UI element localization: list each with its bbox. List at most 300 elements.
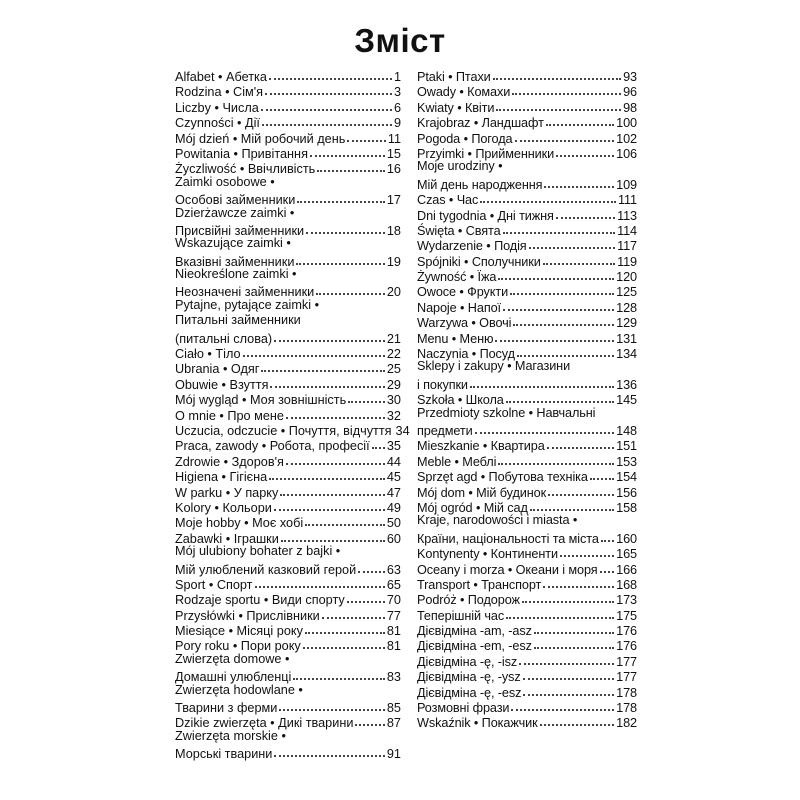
toc-entry[interactable] — [417, 129, 637, 144]
toc-page-number: 1 — [393, 70, 401, 84]
toc-entry[interactable] — [175, 436, 401, 454]
toc-entry-text: Uczucia, odczucie • Почуття, відчуття — [175, 423, 392, 438]
toc-entry[interactable] — [417, 713, 637, 731]
toc-page-number: 77 — [386, 608, 401, 623]
toc-entry-text: Podróż • Подорож — [417, 593, 520, 608]
toc-entry-line — [417, 529, 637, 544]
dot-leader — [274, 497, 385, 511]
toc-entry-line — [175, 713, 401, 731]
toc-page-number: 15 — [386, 146, 401, 161]
dot-leader — [543, 574, 614, 588]
toc-entry-text: Країни, національності та міста — [417, 531, 599, 546]
dot-leader — [305, 620, 385, 634]
toc-page-number: 65 — [386, 577, 401, 592]
toc-page-number: 109 — [616, 177, 637, 192]
toc-entry[interactable] — [417, 452, 637, 467]
toc-entry-line — [175, 529, 401, 544]
toc-entry-line — [175, 513, 401, 531]
toc-entry[interactable] — [175, 344, 401, 362]
toc-entry-text: Ptaki • Птахи — [417, 70, 491, 84]
toc-entry-line — [175, 329, 401, 344]
toc-entry-line — [175, 282, 401, 300]
toc-entry[interactable] — [175, 590, 401, 608]
dot-leader — [286, 405, 385, 419]
toc-entry-line — [417, 636, 637, 654]
toc-entry[interactable] — [417, 652, 637, 667]
toc-entry[interactable] — [175, 606, 401, 621]
dot-leader — [274, 743, 385, 757]
toc-entry[interactable] — [175, 82, 401, 100]
toc-entry[interactable] — [417, 252, 637, 267]
dot-leader — [317, 158, 385, 172]
toc-entry-text: Pytajne, pytające zaimki • — [175, 297, 320, 312]
toc-entry-line — [417, 390, 637, 408]
toc-entry-line — [417, 67, 637, 82]
toc-entry-line — [175, 82, 401, 100]
toc-entry-text: Zabawki • Іграшки — [175, 531, 279, 546]
toc-page-number: 60 — [386, 531, 401, 546]
toc-entry[interactable] — [417, 513, 637, 544]
dot-leader — [523, 666, 614, 680]
toc-page-number: 44 — [386, 454, 401, 469]
toc-entry-text: Rodzaje sportu • Види спорту — [175, 593, 345, 608]
toc-page-number: 93 — [623, 70, 637, 84]
toc-entry-text: Sklepy i zakupy • Магазини — [417, 359, 571, 374]
toc-entry-line — [175, 667, 401, 685]
toc-entry-line — [417, 575, 637, 590]
toc-page-number: 166 — [616, 562, 637, 577]
toc-entry-text: Przysłówki • Прислівники — [175, 608, 320, 623]
toc-entry[interactable] — [417, 436, 637, 454]
toc-entry[interactable] — [417, 67, 637, 82]
toc-entry-line — [417, 298, 637, 313]
toc-page-number: 176 — [616, 624, 637, 639]
toc-entry-line — [175, 359, 401, 377]
dot-leader — [600, 559, 615, 573]
toc-entry-line — [175, 498, 401, 513]
toc-entry-text: W parku • У парку — [175, 485, 279, 500]
toc-entry-line — [175, 621, 401, 639]
toc-entry-line — [175, 190, 401, 208]
toc-page-number: 148 — [616, 423, 637, 438]
toc-entry[interactable] — [417, 190, 637, 208]
toc-page-number: 9 — [393, 116, 401, 131]
toc-entry[interactable] — [417, 621, 637, 639]
dot-leader — [296, 251, 384, 265]
toc-entry[interactable] — [175, 390, 401, 408]
toc-entry-line — [175, 390, 401, 408]
toc-entry-text: Mój ulubiony bohater z bajki • — [175, 544, 341, 559]
toc-page-number: 85 — [386, 701, 401, 716]
toc-entry[interactable] — [417, 683, 637, 698]
toc-entry[interactable] — [417, 113, 637, 131]
toc-entry-text: Powitania • Привітання — [175, 146, 308, 161]
toc-entry[interactable] — [417, 483, 637, 498]
toc-entry-line — [417, 282, 637, 300]
toc-entry-text: Owoce • Фрукти — [417, 285, 509, 300]
toc-page-number: 156 — [616, 485, 637, 500]
toc-entry[interactable] — [175, 375, 401, 390]
toc-entry[interactable] — [175, 483, 401, 498]
toc-entry-text: Dzierżawcze zaimki • — [175, 205, 295, 220]
toc-page-number: 81 — [386, 624, 401, 639]
toc-entry[interactable] — [417, 575, 637, 590]
dot-leader — [347, 128, 385, 142]
toc-entry-text: Морські тварини — [175, 747, 273, 762]
toc-page-number: 100 — [616, 116, 637, 131]
toc-page-number: 106 — [616, 146, 637, 161]
toc-entry-text: Wydarzenie • Подія — [417, 239, 527, 254]
toc-entry[interactable] — [417, 329, 637, 344]
toc-entry-text: Sport • Спорт — [175, 577, 253, 592]
toc-entry-text: Napoje • Напої — [417, 300, 501, 315]
toc-entry-line — [417, 621, 637, 639]
toc-entry-text: Тварини з ферми — [175, 701, 278, 716]
toc-entry-line — [175, 575, 401, 590]
toc-entry[interactable] — [175, 713, 401, 731]
toc-page-number: 117 — [617, 239, 637, 254]
toc-entry[interactable] — [417, 221, 637, 236]
toc-entry-text: Sprzęt agd • Побутова техніка — [417, 470, 588, 485]
dot-leader — [529, 235, 616, 249]
toc-entry-text: Warzywa • Овочі — [417, 316, 512, 331]
toc-entry-line — [417, 175, 637, 190]
toc-entry[interactable] — [175, 529, 401, 544]
toc-page-number: 98 — [623, 100, 637, 115]
toc-entry-line — [175, 313, 401, 328]
toc-entry-line — [417, 129, 637, 144]
toc-entry-text: Nieokreślone zaimki • — [175, 267, 297, 282]
toc-entry[interactable] — [417, 406, 637, 437]
toc-entry[interactable] — [175, 206, 401, 237]
dot-leader — [348, 389, 385, 403]
toc-entry[interactable] — [417, 144, 637, 159]
toc-entry-line — [417, 544, 637, 562]
toc-entry[interactable] — [417, 159, 637, 190]
toc-entry[interactable] — [175, 113, 401, 131]
toc-entry-text: Dzikie zwierzęta • Дикі тварини — [175, 716, 354, 731]
toc-entry[interactable] — [175, 267, 401, 298]
dot-leader — [279, 697, 385, 711]
toc-entry-line — [417, 436, 637, 454]
toc-entry-line — [417, 359, 637, 374]
dot-leader — [523, 682, 614, 696]
toc-entry-text: Moje hobby • Моє хобі — [175, 516, 304, 531]
toc-entry-text: Krajobraz • Ландшафт — [417, 116, 544, 131]
toc-entry[interactable] — [175, 406, 401, 421]
toc-entry-text: Вказівні займенники — [175, 254, 295, 269]
toc-entry-line — [175, 221, 401, 236]
toc-entry-line — [175, 406, 401, 421]
toc-entry-line — [417, 236, 637, 254]
toc-entry[interactable] — [175, 683, 401, 714]
toc-page-number: 30 — [386, 393, 401, 408]
toc-page-number: 129 — [616, 316, 637, 331]
dot-leader — [475, 420, 615, 434]
toc-page-number: 3 — [393, 85, 401, 100]
page-title: Зміст — [354, 22, 446, 59]
toc-entry-line — [417, 683, 637, 698]
dot-leader — [261, 97, 392, 111]
toc-entry-text: Kwiaty • Квіти — [417, 100, 495, 115]
dot-leader — [601, 528, 614, 542]
toc-entry-line — [175, 467, 401, 485]
toc-entry-text: Домашні улюбленці — [175, 670, 292, 685]
dot-leader — [495, 328, 614, 342]
toc-page-number: 11 — [387, 131, 401, 146]
toc-entry-text: Wskazujące zaimki • — [175, 236, 291, 251]
toc-page-number: 182 — [616, 716, 637, 731]
toc-page-number: 63 — [386, 562, 401, 577]
dot-leader — [274, 328, 385, 342]
toc-entry[interactable] — [175, 544, 401, 575]
toc-entry[interactable] — [175, 129, 401, 144]
toc-entry-line — [175, 544, 401, 559]
toc-page-number: 178 — [616, 701, 637, 716]
toc-entry-line — [417, 713, 637, 731]
toc-entry-text: Meble • Меблі — [417, 454, 497, 469]
toc-entry[interactable] — [417, 98, 637, 113]
toc-entry[interactable] — [175, 144, 401, 159]
toc-entry-text: Czynności • Дії — [175, 116, 260, 131]
toc-entry-line — [417, 221, 637, 236]
toc-entry-text: Mój dom • Мій будинок — [417, 485, 547, 500]
toc-entry-line — [417, 82, 637, 100]
dot-leader — [347, 589, 385, 603]
toc-entry[interactable] — [175, 175, 401, 206]
dot-leader — [503, 297, 614, 311]
dot-leader — [322, 605, 385, 619]
toc-entry[interactable] — [175, 467, 401, 485]
toc-entry-line — [175, 267, 401, 282]
dot-leader — [372, 435, 385, 449]
toc-entry[interactable] — [417, 636, 637, 654]
toc-entry-line — [417, 329, 637, 344]
toc-entry[interactable] — [175, 621, 401, 639]
toc-entry-text: Особові займенники — [175, 193, 296, 208]
dot-leader — [534, 620, 614, 634]
toc-entry-line — [175, 159, 401, 177]
toc-entry-text: Przyimki • Прийменники — [417, 146, 555, 161]
dot-leader — [310, 143, 385, 157]
dot-leader — [498, 451, 614, 465]
toc-entry[interactable] — [417, 590, 637, 608]
toc-page-number: 176 — [616, 639, 637, 654]
dot-leader — [513, 312, 614, 326]
toc-entry-text: Menu • Меню — [417, 331, 494, 346]
toc-entry[interactable] — [417, 359, 637, 390]
toc-entry[interactable] — [417, 236, 637, 254]
dot-leader — [546, 112, 614, 126]
toc-entry-line — [417, 113, 637, 131]
dot-leader — [556, 205, 615, 219]
toc-page-number: 20 — [386, 285, 401, 300]
toc-column-left — [175, 67, 410, 762]
toc-entry-line — [417, 590, 637, 608]
toc-entry-text: Owady • Комахи — [417, 85, 511, 100]
toc-entry[interactable] — [175, 452, 401, 467]
toc-entry[interactable] — [175, 67, 401, 82]
dot-leader — [280, 482, 385, 496]
toc-entry-text: Дієвідміна -am, -asz — [417, 624, 532, 639]
toc-entry-line — [175, 344, 401, 362]
toc-entry[interactable] — [175, 298, 401, 344]
toc-entry[interactable] — [417, 560, 637, 575]
toc-entry-text: Ubrania • Одяг — [175, 362, 260, 377]
toc-entry-line — [417, 206, 637, 221]
toc-page-number: 47 — [386, 485, 401, 500]
toc-entry-text: Ciało • Тіло — [175, 347, 241, 362]
toc-entry[interactable] — [417, 298, 637, 313]
toc-entry-text: і покупки — [417, 377, 468, 392]
toc-entry[interactable] — [417, 498, 637, 513]
dot-leader — [498, 266, 614, 280]
toc-entry-line — [417, 452, 637, 467]
toc-page-number: 70 — [386, 593, 401, 608]
toc-entry[interactable] — [417, 606, 637, 621]
toc-entry-line — [417, 606, 637, 621]
dot-leader — [297, 189, 385, 203]
toc-entry-text: Mój dzień • Мій робочий день — [175, 131, 346, 146]
toc-entry[interactable] — [417, 267, 637, 285]
toc-entry-text: Неозначені займенники — [175, 285, 315, 300]
toc-entry-line — [175, 129, 401, 144]
toc-entry[interactable] — [175, 159, 401, 177]
toc-entry-text: Alfabet • Абетка — [175, 70, 267, 84]
toc-entry-text: Obuwie • Взуття — [175, 377, 269, 392]
toc-page-number: 29 — [386, 377, 401, 392]
toc-entry-text: Dni tygodnia • Дні тижня — [417, 208, 554, 223]
toc-entry[interactable] — [417, 544, 637, 562]
toc-entry-line — [175, 298, 401, 313]
toc-entry-text: Мій день народження — [417, 177, 543, 192]
toc-entry[interactable] — [417, 282, 637, 300]
toc-entry-text: Transport • Транспорт — [417, 577, 542, 592]
toc-entry-line — [417, 144, 637, 159]
dot-leader — [503, 220, 616, 234]
toc-entry-text: Дієвідміна -em, -esz — [417, 639, 532, 654]
toc-entry[interactable] — [417, 344, 637, 362]
toc-entry-text: Zwierzęta domowe • — [175, 651, 290, 666]
toc-page-number: 45 — [386, 470, 401, 485]
toc-entry-text: Zaimki osobowe • — [175, 174, 275, 189]
toc-entry[interactable] — [417, 667, 637, 685]
dot-leader — [306, 220, 385, 234]
toc-page-number: 21 — [386, 331, 401, 346]
toc-entry-text: Praca, zawody • Робота, професії — [175, 439, 370, 454]
dot-leader — [269, 466, 385, 480]
toc-entry-line — [417, 252, 637, 267]
toc-entry-text: Czas • Час — [417, 193, 479, 208]
dot-leader — [543, 251, 615, 265]
toc-entry-text: Liczby • Числа — [175, 100, 259, 115]
dot-leader — [590, 466, 614, 480]
toc-entry-line — [417, 313, 637, 331]
toc-entry-text: Мій улюблений казковий герой — [175, 562, 357, 577]
toc-entry[interactable] — [175, 498, 401, 513]
dot-leader — [493, 66, 621, 80]
toc-entry-line — [175, 236, 401, 251]
toc-entry-text: Higiena • Гігієна — [175, 470, 268, 485]
toc-page-number: 128 — [616, 300, 637, 315]
toc-entry-text: Дієвідміна -ę, -esz — [417, 685, 522, 700]
toc-entry-line — [417, 698, 637, 716]
toc-entry-text: Kontynenty • Континенти — [417, 547, 558, 562]
toc-entry[interactable] — [175, 236, 401, 267]
dot-leader — [255, 574, 385, 588]
toc-entry-line — [175, 452, 401, 467]
toc-page-number: 22 — [386, 347, 401, 362]
toc-entry-line — [175, 744, 401, 762]
toc-entry[interactable] — [175, 729, 401, 760]
toc-page-number: 87 — [386, 716, 401, 731]
dot-leader — [316, 281, 385, 295]
toc-entry[interactable] — [175, 636, 401, 654]
toc-entry[interactable] — [417, 313, 637, 331]
toc-entry-line — [175, 375, 401, 390]
toc-entry-line — [175, 67, 401, 82]
toc-page-number: 177 — [616, 654, 637, 669]
toc-page-number: 111 — [618, 193, 637, 208]
toc-entry-line — [175, 113, 401, 131]
toc-entry[interactable] — [417, 698, 637, 716]
toc-entry[interactable] — [175, 652, 401, 683]
toc-entry-text: Розмовні фрази — [417, 701, 510, 716]
toc-entry-text: Kolory • Кольори — [175, 500, 272, 515]
toc-entry-line — [175, 98, 401, 113]
toc-entry-line — [175, 560, 401, 575]
toc-page-number: 151 — [616, 439, 637, 454]
dot-leader — [269, 66, 392, 80]
toc-entry-line — [175, 483, 401, 498]
toc-entry[interactable] — [417, 82, 637, 100]
toc-entry-line — [417, 421, 637, 436]
toc-entry-text: Życzliwość • Ввічливість — [175, 162, 316, 177]
toc-entry[interactable] — [417, 467, 637, 485]
toc-page-number: 18 — [386, 223, 401, 238]
toc-entry[interactable] — [175, 421, 410, 438]
toc-page-number: 175 — [616, 608, 637, 623]
dot-leader — [556, 143, 614, 157]
dot-leader — [510, 281, 614, 295]
dot-leader — [519, 651, 614, 665]
toc-entry[interactable] — [175, 98, 401, 113]
toc-entry[interactable] — [175, 575, 401, 590]
toc-entry[interactable] — [417, 390, 637, 408]
dot-leader — [262, 112, 392, 126]
dot-leader — [506, 389, 614, 403]
toc-page-number: 17 — [386, 193, 401, 208]
toc-entry-text: Дієвідміна -ę, -isz — [417, 654, 518, 669]
dot-leader — [358, 559, 385, 573]
toc-entry[interactable] — [417, 206, 637, 221]
dot-leader — [261, 358, 384, 372]
toc-page-number: 81 — [386, 639, 401, 654]
dot-leader — [512, 81, 621, 95]
toc-entry-line — [417, 667, 637, 685]
dot-leader — [293, 666, 385, 680]
toc-entry[interactable] — [175, 513, 401, 531]
toc-page-number: 160 — [616, 531, 637, 546]
dot-leader — [540, 712, 615, 726]
dot-leader — [547, 435, 614, 449]
toc-page-number: 131 — [616, 331, 637, 346]
toc-entry-line — [175, 698, 401, 716]
dot-leader — [517, 343, 614, 357]
toc-entry[interactable] — [175, 359, 401, 377]
toc-page-number: 34 — [395, 423, 410, 438]
dot-leader — [470, 374, 614, 388]
